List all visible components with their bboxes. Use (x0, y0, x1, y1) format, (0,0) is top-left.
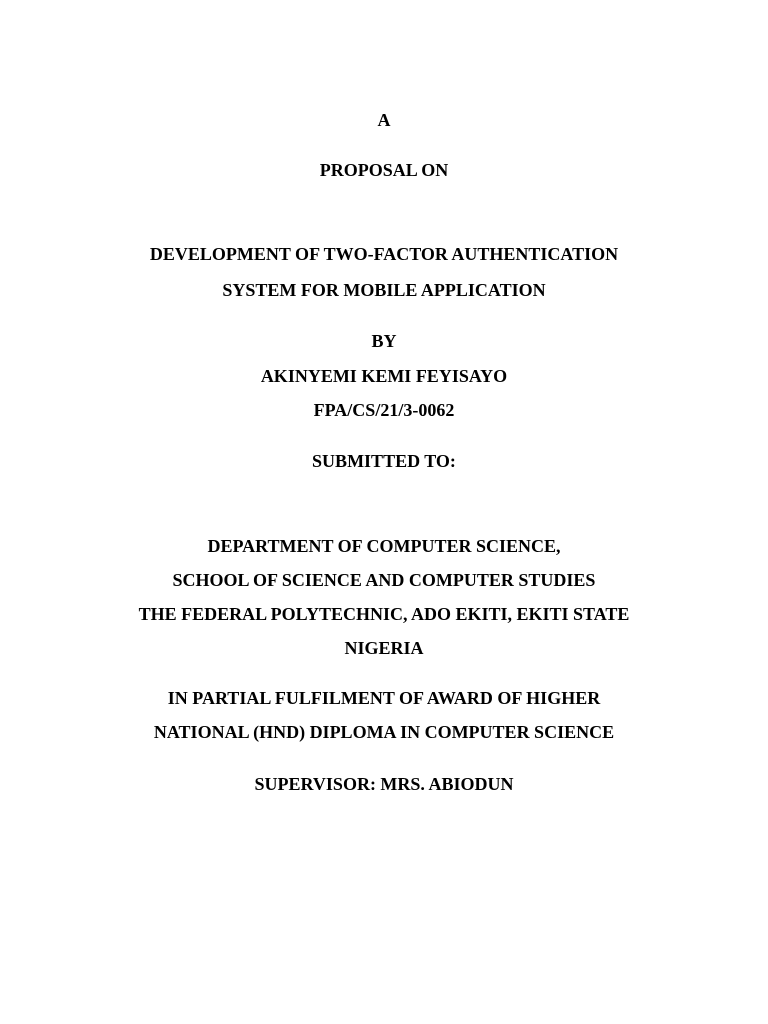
title-line-1: DEVELOPMENT OF TWO-FACTOR AUTHENTICATION (149, 244, 619, 264)
school-name: SCHOOL OF SCIENCE AND COMPUTER STUDIES (172, 570, 596, 590)
title-line-2: SYSTEM FOR MOBILE APPLICATION (222, 280, 546, 300)
proposal-on-heading: PROPOSAL ON (319, 160, 449, 180)
supervisor-line: SUPERVISOR: MRS. ABIODUN (254, 774, 514, 794)
award-line-1: IN PARTIAL FULFILMENT OF AWARD OF HIGHER (167, 688, 601, 708)
submitted-to-label: SUBMITTED TO: (312, 451, 456, 471)
matric-number: FPA/CS/21/3-0062 (313, 400, 455, 420)
institution-name: THE FEDERAL POLYTECHNIC, ADO EKITI, EKITI STATE (138, 604, 630, 624)
article-a: A (377, 110, 391, 130)
department-name: DEPARTMENT OF COMPUTER SCIENCE, (207, 536, 561, 556)
country-name: NIGERIA (344, 638, 424, 658)
by-label: BY (371, 331, 397, 351)
author-name: AKINYEMI KEMI FEYISAYO (260, 366, 508, 386)
award-line-2: NATIONAL (HND) DIPLOMA IN COMPUTER SCIENCE (153, 722, 615, 742)
